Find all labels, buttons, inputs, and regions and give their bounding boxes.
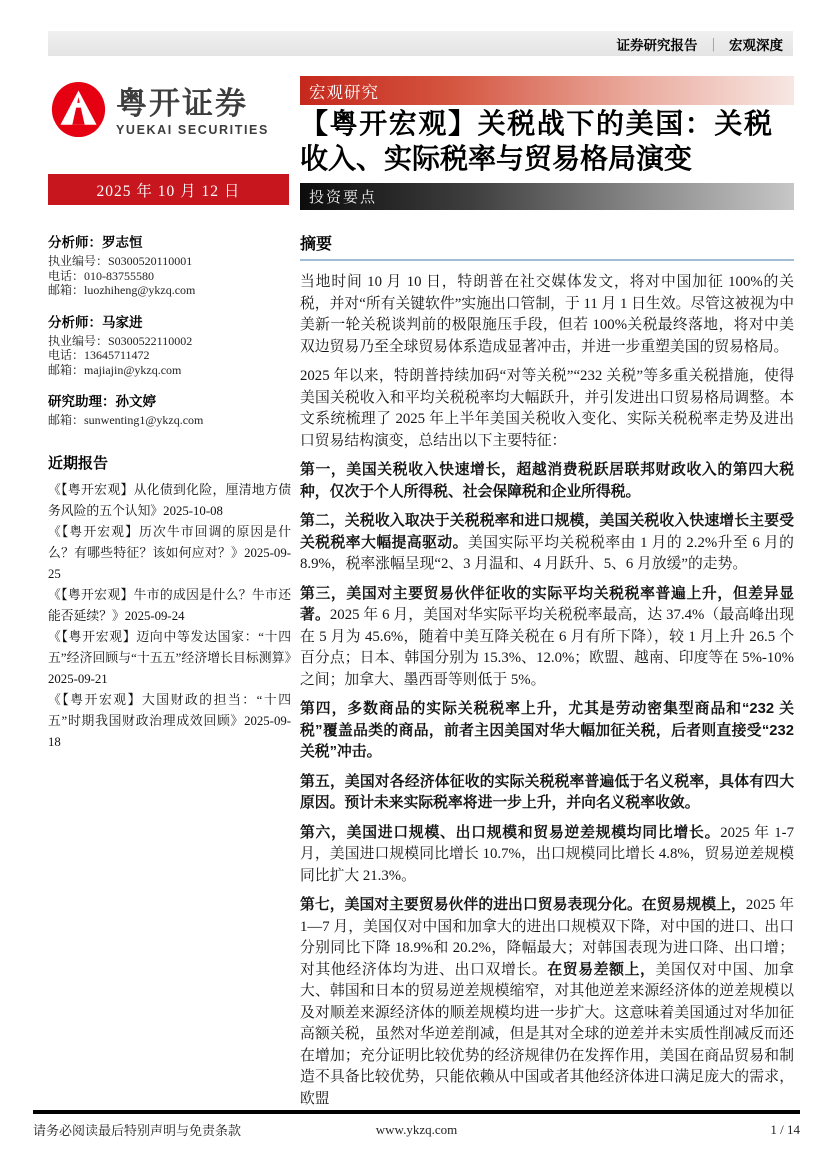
analyst-field: 邮箱：luozhiheng@ykzq.com: [48, 283, 196, 297]
abstract-paragraph: [300, 272, 794, 358]
analyst-block: [48, 231, 291, 298]
report-date: 2025 年 10 月 12 日: [96, 182, 241, 200]
paragraph-bold-segment: 第二，关税收入取决于关税税率和进口规模，美国关税收入快速增长主要受关税税率大幅提高驱动。: [300, 513, 794, 551]
footer-website: www.ykzq.com: [375, 1121, 458, 1137]
analyst-field: 电话：13645711472: [48, 348, 150, 362]
report-date-banner: [48, 174, 289, 205]
abstract-heading: 摘要: [300, 231, 794, 261]
recent-report-item: 《【粤开宏观】迈向中等发达国家：“十四五”经济回顾与“十五五”经济增长目标测算》2025-09-21: [48, 629, 291, 686]
abstract-paragraph: [300, 460, 794, 503]
report-category-label: 宏观深度: [729, 37, 783, 53]
abstract-paragraphs: [300, 272, 794, 1110]
paragraph-bold-segment: 第一，美国关税收入快速增长，超越消费税跃居联邦财政收入的第四大税种，仅次于个人所得税、社会保障税和企业所得税。: [300, 462, 794, 500]
abstract-paragraph: [300, 895, 794, 1110]
analyst-field: 执业编号：S0300520110001: [48, 254, 193, 268]
abstract-paragraph: [300, 366, 794, 452]
section-banner-label: 投资要点: [309, 190, 378, 206]
top-classification-bar: [48, 31, 793, 56]
recent-reports-title: 近期报告: [48, 454, 109, 472]
analyst-name: 研究助理：孙文婷: [48, 394, 156, 409]
recent-reports-section: [48, 452, 291, 753]
section-banner: [300, 183, 794, 210]
paragraph-segment: 当地时间 10 月 10 日，特朗普在社交媒体发文，将对中国加征 100%的关税，并对“所有关键软件”实施出口管制，于 11 月 1 日生效。尽管这被视为中美新一轮关税谈判前的极限施压手段，但若 100%关税最终落地，将对中美双边贸易乃至全球贸易体系造成显著冲击，并进一步重塑美国的贸易格局。: [300, 274, 794, 355]
report-title: 【粤开宏观】关税战下的美国：关税收入、实际税率与贸易格局演变: [300, 109, 772, 175]
paragraph-segment: 美国仅对中国、加拿大、韩国和日本的贸易逆差规模缩窄，对其他逆差来源经济体的逆差规模以及对顺差来源经济体的顺差规模均进一步扩大。这意味着美国通过对华加征高额关税，虽然对华逆差削减，但是其对全球的逆差并未实质性削减反而还在增加；充分证明比较优势的经济规律仍在发挥作用，美国在商品贸易和制造不具备比较优势，只能依赖从中国或者其他经济体进口满足庞大的需求，欧盟: [300, 961, 794, 1107]
brand-logo: [50, 80, 269, 144]
main-content: [300, 76, 794, 1118]
abstract-paragraph: [300, 823, 794, 888]
paragraph-bold-segment: 第三，美国对主要贸易伙伴征收的实际平均关税税率普遍上升，但差异显著。: [300, 585, 794, 623]
sidebar: [48, 231, 291, 753]
header-divider: ｜: [706, 37, 720, 53]
analyst-name: 分析师：罗志恒: [48, 235, 143, 250]
analyst-field: 邮箱：majiajin@ykzq.com: [48, 362, 182, 377]
analyst-field: 电话：010-83755580: [48, 268, 154, 283]
category-banner: [300, 76, 794, 105]
recent-reports-list: [48, 480, 291, 753]
analyst-name: 分析师：马家进: [48, 314, 143, 330]
yuekai-logo-icon: [50, 80, 107, 144]
category-banner-label: 宏观研究: [309, 82, 379, 102]
brand-name-cn: 粤开证券: [116, 86, 248, 121]
footer-disclaimer: 请务必阅读最后特别声明与免责条款: [33, 1120, 241, 1139]
abstract-paragraph: [300, 584, 794, 692]
paragraph-segment: 2025 年 6 月，美国对华实际平均关税税率最高，达 37.4%（最高峰出现在 5 月为 45.6%，随着中美互降关税在 6 月有所下降），较 1 月上升 26.5 个百分点；日本、韩国分别为 15.3%、12.0%；欧盟、越南、印度等在 5%-10%之间；加拿大、墨西哥等则低于 5%。: [300, 607, 794, 688]
recent-report-item: 《【粤开宏观】从化债到化险，厘清地方债务风险的五个认知》2025-10-08: [48, 482, 291, 518]
paragraph-bold-segment: 第六，美国进口规模、出口规模和贸易逆差规模均同比增长。: [300, 824, 721, 841]
brand-name-en: YUEKAI SECURITIES: [116, 123, 269, 137]
recent-report-item: 《【粤开宏观】历次牛市回调的原因是什么？有哪些特征？该如何应对？》2025-09-25: [48, 524, 291, 581]
abstract-paragraph: [300, 699, 794, 764]
report-type-label: 证券研究报告: [616, 37, 698, 53]
abstract-paragraph: [300, 511, 794, 576]
abstract-paragraph: [300, 772, 794, 815]
analyst-field: 执业编号：S0300522110002: [48, 333, 193, 348]
footer-divider: [33, 1110, 800, 1114]
analyst-list: [48, 231, 291, 428]
paragraph-bold-segment: 第七，美国对主要贸易伙伴的进出口贸易表现分化。在贸易规模上，: [300, 897, 746, 913]
analyst-field: 邮箱：sunwenting1@ykzq.com: [48, 413, 204, 427]
footer: [33, 1120, 800, 1139]
paragraph-bold-segment: 第五，美国对各经济体征收的实际关税税率普遍低于名义税率，具体有四大原因。预计未来实际税率将进一步上升，并向名义税率收敛。: [300, 773, 794, 811]
paragraph-segment: 2025 年 1—7 月，美国仅对中国和加拿大的进出口规模双下降，对中国的进口、出口分别同比下降 18.9%和 20.2%，降幅最大；对韩国表现为进口降、出口增；对其他经济体均为进、出口双增长。: [300, 897, 794, 978]
recent-report-item: 《【粤开宏观】大国财政的担当：“十四五”时期我国财政治理成效回顾》2025-09-18: [48, 692, 291, 749]
paragraph-bold-segment: 在贸易差额上，: [547, 961, 656, 978]
analyst-block: [48, 390, 291, 428]
paragraph-segment: 2025 年以来，特朗普持续加码“对等关税”“232 关税”等多重关税措施，使得美国关税收入和平均关税税率均大幅跃升，并引发进出口贸易格局调整。本文系统梳理了 2025 年上半年美国关税收入变化、实际关税税率走势及进出口贸易结构演变，总结出以下主要特征：: [300, 368, 794, 449]
recent-report-item: 《【粤开宏观】牛市的成因是什么？牛市还能否延续？》2025-09-24: [48, 587, 291, 623]
paragraph-bold-segment: 第四，多数商品的实际关税税率上升，尤其是劳动密集型商品和“232 关税”覆盖品类的商品，前者主因美国对华大幅加征关税，后者则直接受“232 关税”冲击。: [300, 701, 794, 760]
paragraph-segment: 2025 年 1-7 月，美国进口规模同比增长 10.7%，出口规模同比增长 4.8%，贸易逆差规模同比扩大 21.3%。: [300, 824, 794, 884]
paragraph-segment: 美国实际平均关税税率由 1 月的 2.2%升至 6 月的 8.9%，税率涨幅呈现“2、3 月温和、4 月跃升、5、6 月放缓”的走势。: [300, 534, 794, 572]
analyst-block: [48, 311, 291, 378]
footer-page-number: 1 / 14: [770, 1121, 800, 1137]
